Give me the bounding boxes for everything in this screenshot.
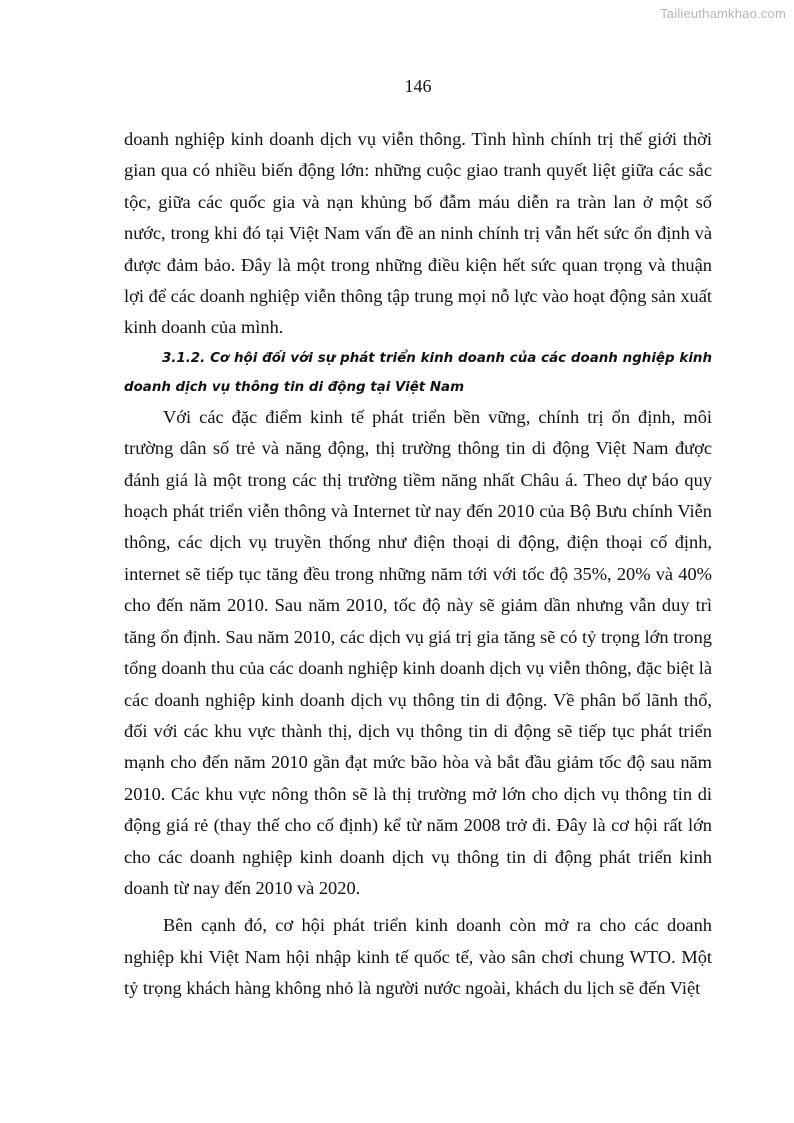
paragraph-3: Bên cạnh đó, cơ hội phát triển kinh doanh còn mở ra cho các doanh nghiệp khi Việt Nam hội nhập kinh tế quốc tế, vào sân chơi chung WTO. Một tỷ trọng khách hàng không nhỏ là người nước ngoài, khách du lịch sẽ đến Việt xyxy=(124,915,712,999)
document-body xyxy=(124,124,712,1005)
page-number: 146 xyxy=(404,76,432,96)
paragraph-1: doanh nghiệp kinh doanh dịch vụ viễn thông. Tình hình chính trị thế giới thời gian qua có nhiều biến động lớn: những cuộc giao tranh quyết liệt giữa các sắc tộc, giữa các quốc gia và nạn khủng bố đẫm máu diễn ra tràn lan ở một số nước, trong khi đó tại Việt Nam vấn đề an ninh chính trị vẫn hết sức ổn định và được đảm bảo. Đây là một trong những điều kiện hết sức quan trọng và thuận lợi để các doanh nghiệp viễn thông tập trung mọi nỗ lực vào hoạt động sản xuất kinh doanh của mình. xyxy=(124,129,712,338)
watermark-text: Tailieuthamkhao.com xyxy=(660,6,786,21)
section-heading: 3.1.2. Cơ hội đối với sự phát triển kinh doanh của các doanh nghiệp kinh doanh dịch vụ thông tin di động tại Việt Nam xyxy=(124,350,712,395)
paragraph-2: Với các đặc điểm kinh tế phát triển bền vững, chính trị ổn định, môi trường dân số trẻ và năng động, thị trường thông tin di động Việt Nam được đánh giá là một trong các thị trường tiềm năng nhất Châu á. Theo dự báo quy hoạch phát triển viễn thông và Internet từ nay đến 2010 của Bộ Bưu chính Viễn thông, các dịch vụ truyền thống như điện thoại di động, điện thoại cố định, internet sẽ tiếp tục tăng đều trong những năm tới với tốc độ 35%, 20% và 40% cho đến năm 2010. Sau năm 2010, tốc độ này sẽ giảm dần nhưng vẫn duy trì tăng ổn định. Sau năm 2010, các dịch vụ giá trị gia tăng sẽ có tỷ trọng lớn trong tổng doanh thu của các doanh nghiệp kinh doanh dịch vụ viễn thông, đặc biệt là các doanh nghiệp kinh doanh dịch vụ thông tin di động. Về phân bố lãnh thổ, đối với các khu vực thành thị, dịch vụ thông tin di động sẽ tiếp tục phát triển mạnh cho đến năm 2010 gần đạt mức bão hòa và bắt đầu giảm tốc độ sau năm 2010. Các khu vực nông thôn sẽ là thị trường mở lớn cho dịch vụ thông tin di động giá rẻ (thay thế cho cố định) kể từ năm 2008 trở đi. Đây là cơ hội rất lớn cho các doanh nghiệp kinh doanh dịch vụ thông tin di động phát triển kinh doanh từ nay đến 2010 và 2020. xyxy=(124,406,712,898)
